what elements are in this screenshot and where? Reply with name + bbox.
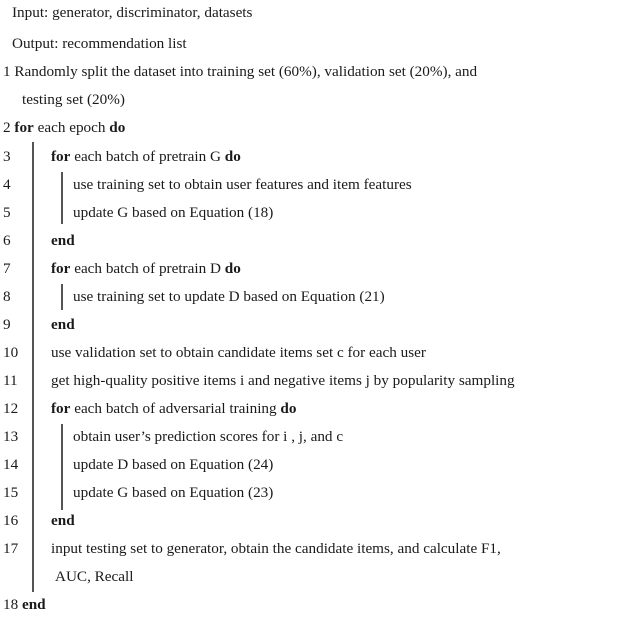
step-11: get high-quality positive items i and negative items j by popularity sampling: [51, 372, 515, 389]
step-5: update G based on Equation (18): [73, 204, 274, 221]
step-3-number: 3: [3, 148, 11, 165]
adversarial-loop-bar: [61, 424, 63, 510]
step-18: 18 end: [3, 596, 46, 613]
algorithm-output: Output: recommendation list: [12, 35, 187, 52]
step-4-number: 4: [3, 176, 11, 193]
step-17-number: 17: [3, 540, 19, 557]
step-3: for each batch of pretrain G do: [51, 148, 241, 165]
step-9-number: 9: [3, 316, 11, 333]
step-4: use training set to obtain user features and item features: [73, 176, 412, 193]
step-6-number: 6: [3, 232, 11, 249]
step-8-number: 8: [3, 288, 11, 305]
step-14-number: 14: [3, 456, 19, 473]
step-12-number: 12: [3, 400, 19, 417]
step-11-number: 11: [3, 372, 18, 389]
algorithm-input: Input: generator, discriminator, datasets: [12, 4, 253, 21]
step-7: for each batch of pretrain D do: [51, 260, 241, 277]
step-2: 2 for each epoch do: [3, 119, 126, 136]
step-10-number: 10: [3, 344, 19, 361]
step-16-number: 16: [3, 512, 19, 529]
step-1-continued: testing set (20%): [22, 91, 125, 108]
step-14: update D based on Equation (24): [73, 456, 274, 473]
pretrain-g-loop-bar: [61, 172, 63, 224]
step-10: use validation set to obtain candidate items set c for each user: [51, 344, 426, 361]
step-7-number: 7: [3, 260, 11, 277]
pretrain-d-loop-bar: [61, 284, 63, 310]
step-16: end: [51, 512, 75, 529]
step-8: use training set to update D based on Equation (21): [73, 288, 385, 305]
step-15-number: 15: [3, 484, 19, 501]
step-15: update G based on Equation (23): [73, 484, 274, 501]
step-17: input testing set to generator, obtain the candidate items, and calculate F1,: [51, 540, 501, 557]
step-1: 1 Randomly split the dataset into training set (60%), validation set (20%), and: [3, 63, 478, 80]
step-12: for each batch of adversarial training do: [51, 400, 297, 417]
step-9: end: [51, 316, 75, 333]
step-13: obtain user’s prediction scores for i , j, and c: [73, 428, 344, 445]
step-13-number: 13: [3, 428, 19, 445]
step-5-number: 5: [3, 204, 11, 221]
step-6: end: [51, 232, 75, 249]
step-17-continued: AUC, Recall: [55, 568, 134, 585]
